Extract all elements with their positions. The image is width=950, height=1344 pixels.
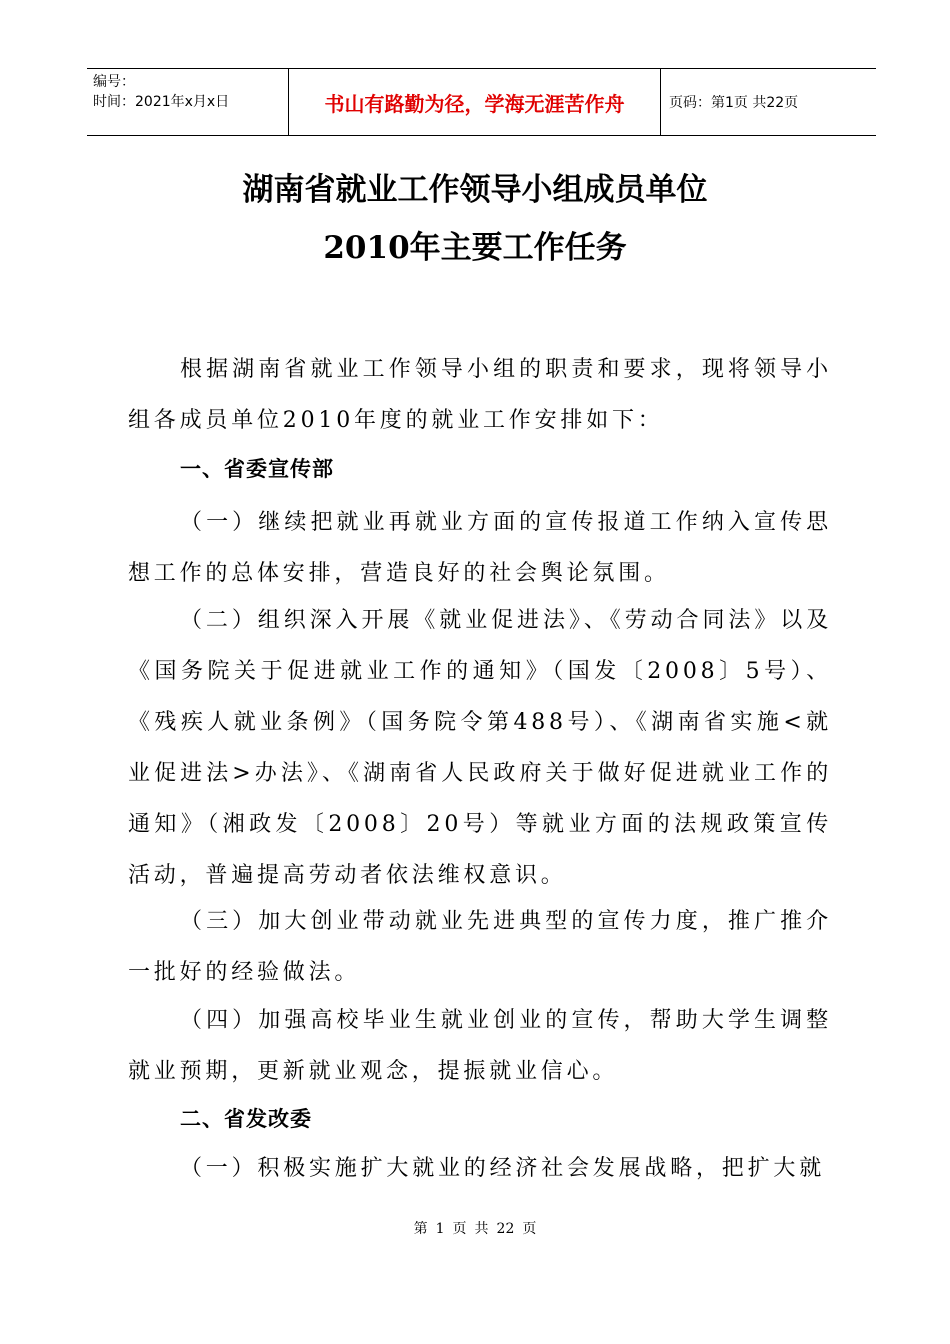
section2-item1: （一）积极实施扩大就业的经济社会发展战略，把扩大就 <box>180 1156 826 1181</box>
section1-item2: （二）组织深入开展《就业促进法》、《劳动合同法》以及《国务院关于促进就业工作的通知》（国发〔2008〕5号）、《残疾人就业条例》（国务院令第488号）、《湖南省实施<就业促进法>办法》、《湖南省人民政府关于做好促进就业工作的通知》（湘政发〔2008〕20号）等就业方面的法规政策宣传活动，普遍提高劳动者依法维权意识。 <box>128 608 832 888</box>
section1-heading: 一、省委宣传部 <box>180 457 334 481</box>
footer-gong: 共 <box>474 1221 489 1237</box>
section1-item4: （四）加强高校毕业生就业创业的宣传，帮助大学生调整就业预期，更新就业观念，提振就业信心。 <box>128 1008 832 1084</box>
intro-paragraph: 根据湖南省就业工作领导小组的职责和要求，现将领导小组各成员单位2010年度的就业工作安排如下： <box>128 357 832 433</box>
time-label: 时间：2021年x月x日 <box>93 94 230 110</box>
footer-page-number: 1 <box>435 1221 445 1237</box>
page-header <box>87 68 876 136</box>
page-footer <box>0 1218 950 1238</box>
section1-item3: （三）加大创业带动就业先进典型的宣传力度，推广推介一批好的经验做法。 <box>128 909 832 985</box>
section1-item1: （一）继续把就业再就业方面的宣传报道工作纳入宣传思想工作的总体安排，营造良好的社会舆论氛围。 <box>128 510 832 586</box>
footer-ye2: 页 <box>522 1221 537 1237</box>
number-label: 编号： <box>93 74 135 90</box>
header-meta <box>87 69 288 135</box>
footer-di: 第 <box>413 1221 428 1237</box>
header-page-info: 页码：第1页 共22页 <box>669 95 799 111</box>
document-title-line2: 2010年主要工作任务 <box>323 230 627 266</box>
footer-ye: 页 <box>452 1221 467 1237</box>
section2-heading: 二、省发改委 <box>180 1107 312 1131</box>
footer-total-pages: 22 <box>496 1221 515 1237</box>
header-motto: 书山有路勤为径，学海无涯苦作舟 <box>288 69 661 135</box>
document-title-line1: 湖南省就业工作领导小组成员单位 <box>242 172 708 208</box>
